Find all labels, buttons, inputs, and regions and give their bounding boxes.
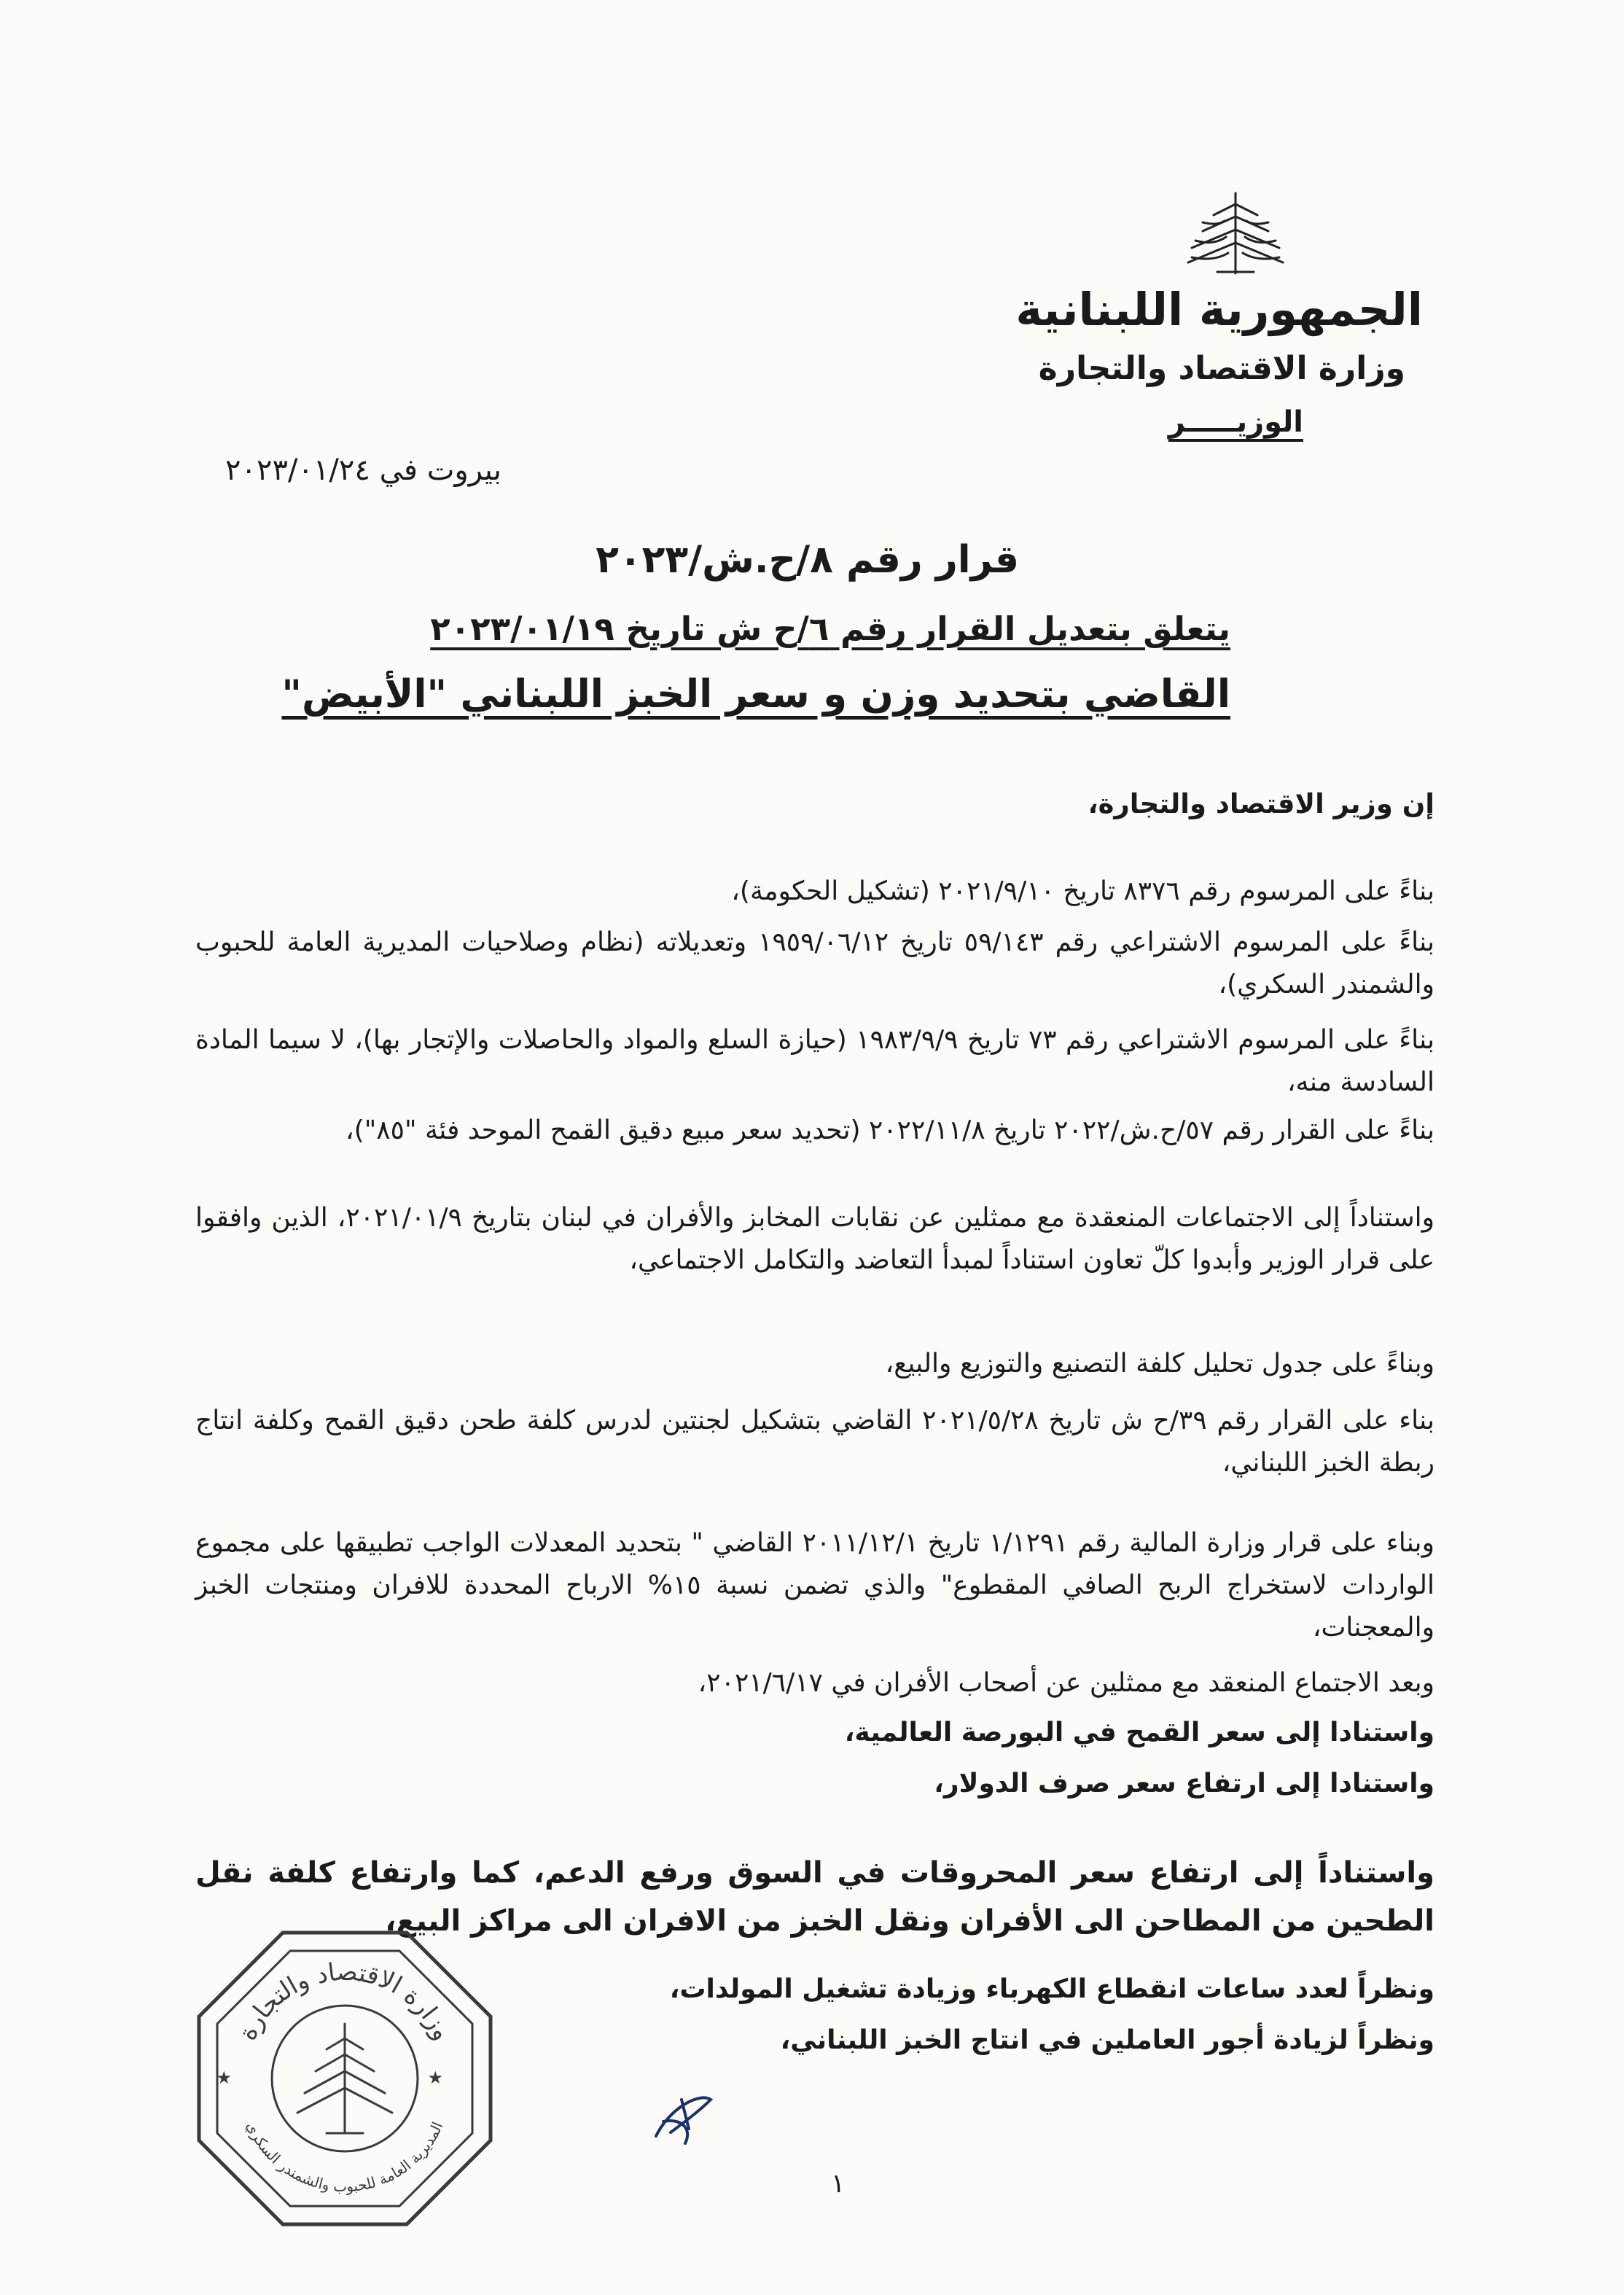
seal-bottom-text: المديرية العامة للحبوب والشمندر السكري	[243, 2119, 447, 2196]
paragraph-5: واستناداً إلى الاجتماعات المنعقدة مع ممثلين عن نقابات المخابز والأفران في لبنان بتاريخ ٢٠٢١/٠١/٩، الذين وافقوا على قرار الوزير وأبدوا كلّ تعاون استناداً لمبدأ التعاضد والتكامل الاجتماعي،	[195, 1203, 1435, 1275]
header-ministry: وزارة الاقتصاد والتجارة	[1038, 350, 1405, 387]
decision-subtitle-line1: يتعلق بتعديل القرار رقم ٦/ح ش تاريخ ٢٠٢٣/٠١/١٩	[430, 609, 1230, 648]
paragraph-9: وبعد الاجتماع المنعقد مع ممثلين عن أصحاب الأفران في ٢٠٢١/٦/١٧،	[698, 1668, 1434, 1698]
paragraph-3: بناءً على المرسوم الاشتراعي رقم ٧٣ تاريخ ١٩٨٣/٩/٩ (حيازة السلع والمواد والحاصلات والإتجار بها)، لا سيما المادة السادسة منه،	[195, 1025, 1434, 1097]
header-minister: الوزيـــــر	[1168, 405, 1303, 439]
seal-cedar-icon	[297, 2024, 392, 2133]
paragraph-7: بناء على القرار رقم ٣٩/ح ش تاريخ ٢٠٢١/٥/٢٨ القاضي بتشكيل لجنتين لدرس كلفة طحن دقيق القمح وكلفة انتاج ربطة الخبز اللبناني،	[195, 1406, 1434, 1478]
paragraph-13: ونظراً لعدد ساعات انقطاع الكهرباء وزيادة تشغيل المولدات،	[669, 1974, 1434, 2004]
paragraph-1: بناءً على المرسوم رقم ٨٣٧٦ تاريخ ٢٠٢١/٩/١٠ (تشكيل الحكومة)،	[731, 876, 1434, 906]
ministry-seal	[188, 1922, 501, 2235]
intro-line: إن وزير الاقتصاد والتجارة،	[1088, 788, 1434, 819]
paragraph-4: بناءً على القرار رقم ٥٧/ح.ش/٢٠٢٢ تاريخ ٢٠٢٢/١١/٨ (تحديد سعر مبيع دقيق القمح الموحد فئة "٨٥")،	[346, 1115, 1434, 1145]
paragraph-10: واستنادا إلى سعر القمح في البورصة العالمية،	[844, 1718, 1434, 1747]
seal-star-right: ★	[427, 2068, 443, 2088]
paragraph-12: واستناداً إلى ارتفاع سعر المحروقات في السوق ورفع الدعم، كما وارتفاع كلفة نقل الطحين من المطاحن الى الأفران ونقل الخبز من الافران الى مراكز البيع،	[195, 1856, 1434, 1938]
page-number: ١	[831, 2169, 846, 2199]
paragraph-6: وبناءً على جدول تحليل كلفة التصنيع والتوزيع والبيع،	[885, 1349, 1434, 1379]
paragraph-8: وبناء على قرار وزارة المالية رقم ١/١٢٩١ تاريخ ٢٠١١/١٢/١ القاضي " بتحديد المعدلات الواجب تطبيقها على مجموع الواردات لاستخراج الربح الصافي المقطوع" والذي تضمن نسبة ١٥% الارباح المحددة للافران ومنتجات الخبز والمعجنات،	[195, 1528, 1434, 1643]
seal-star-left: ★	[216, 2068, 232, 2088]
cedar-emblem-icon	[1174, 186, 1297, 281]
signature-mark	[641, 2078, 722, 2151]
paragraph-11: واستنادا إلى ارتفاع سعر صرف الدولار،	[934, 1769, 1434, 1799]
header-country: الجمهورية اللبنانية	[1015, 283, 1423, 336]
decision-subtitle-line2: القاضي بتحديد وزن و سعر الخبز اللبناني "الأبيض"	[281, 672, 1230, 717]
paragraph-2: بناءً على المرسوم الاشتراعي رقم ٥٩/١٤٣ تاريخ ١٩٥٩/٠٦/١٢ وتعديلاته (نظام وصلاحيات المديرية العامة للحبوب والشمندر السكري)،	[195, 927, 1434, 1000]
seal-top-text: وزارة الاقتصاد والتجارة	[233, 1957, 457, 2045]
decision-title: قرار رقم ٨/ح.ش/٢٠٢٣	[596, 538, 1019, 582]
place-and-date: بيروت في ٢٠٢٣/٠١/٢٤	[225, 453, 501, 487]
paragraph-14: ونظراً لزيادة أجور العاملين في انتاج الخبز اللبناني،	[780, 2025, 1434, 2055]
